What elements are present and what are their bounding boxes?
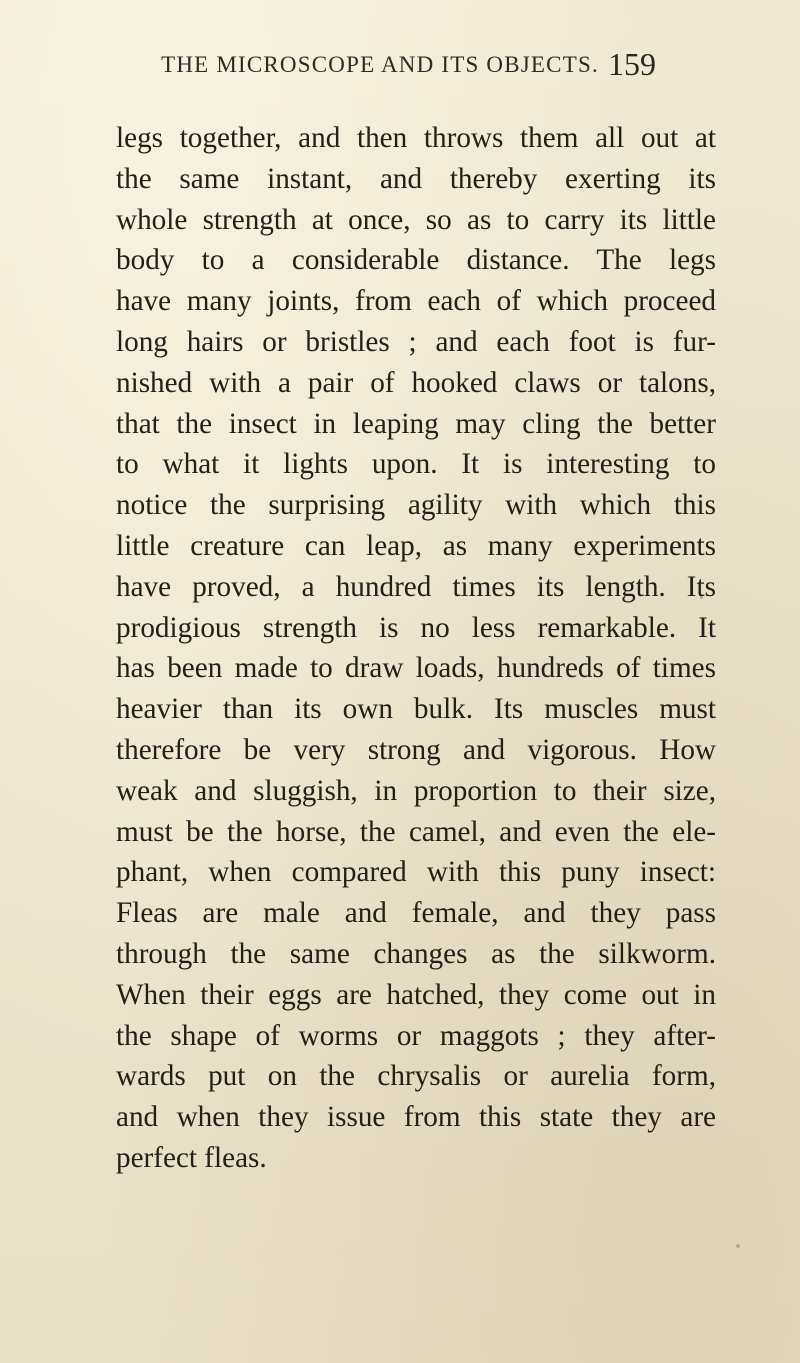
text-line: little creature can leap, as many experiments (116, 529, 716, 562)
text-line: long hairs or bristles ; and each foot is fur- (116, 325, 716, 358)
running-title: THE MICROSCOPE AND ITS OBJECTS. (161, 52, 599, 77)
page-number: 159 (608, 46, 656, 82)
text-line: the same instant, and thereby exerting its (116, 162, 716, 195)
paper-speck (700, 596, 703, 599)
text-line: notice the surprising agility with which this (116, 489, 716, 522)
text-line: through the same changes as the silkworm. (116, 937, 716, 970)
text-line: weak and sluggish, in proportion to their size, (116, 774, 716, 807)
text-line: have proved, a hundred times its length. Its (116, 570, 716, 603)
text-line: heavier than its own bulk. Its muscles must (116, 693, 716, 726)
text-line: must be the horse, the camel, and even the ele- (116, 815, 716, 848)
text-line: body to a considerable distance. The legs (116, 244, 716, 277)
text-line: perfect fleas. (116, 1141, 267, 1174)
text-line: to what it lights upon. It is interesting to (116, 448, 716, 481)
text-line: phant, when compared with this puny insect: (116, 856, 716, 889)
text-line: whole strength at once, so as to carry its little (116, 203, 716, 236)
text-line: the shape of worms or maggots ; they after- (116, 1019, 716, 1052)
text-line: Fleas are male and female, and they pass (116, 897, 716, 930)
paper-speck (736, 1244, 740, 1248)
body-paragraph (116, 118, 716, 1179)
text-line: and when they issue from this state they are (116, 1101, 716, 1134)
text-line: that the insect in leaping may cling the better (116, 407, 716, 440)
text-line: wards put on the chrysalis or aurelia form, (116, 1060, 716, 1093)
text-line: has been made to draw loads, hundreds of times (116, 652, 716, 685)
text-line: When their eggs are hatched, they come out in (116, 978, 716, 1011)
text-line: nished with a pair of hooked claws or talons, (116, 366, 716, 399)
text-line: therefore be very strong and vigorous. How (116, 733, 716, 766)
text-line: have many joints, from each of which proceed (116, 285, 716, 318)
text-line: prodigious strength is no less remarkable. It (116, 611, 716, 644)
text-line: legs together, and then throws them all out at (116, 122, 716, 154)
